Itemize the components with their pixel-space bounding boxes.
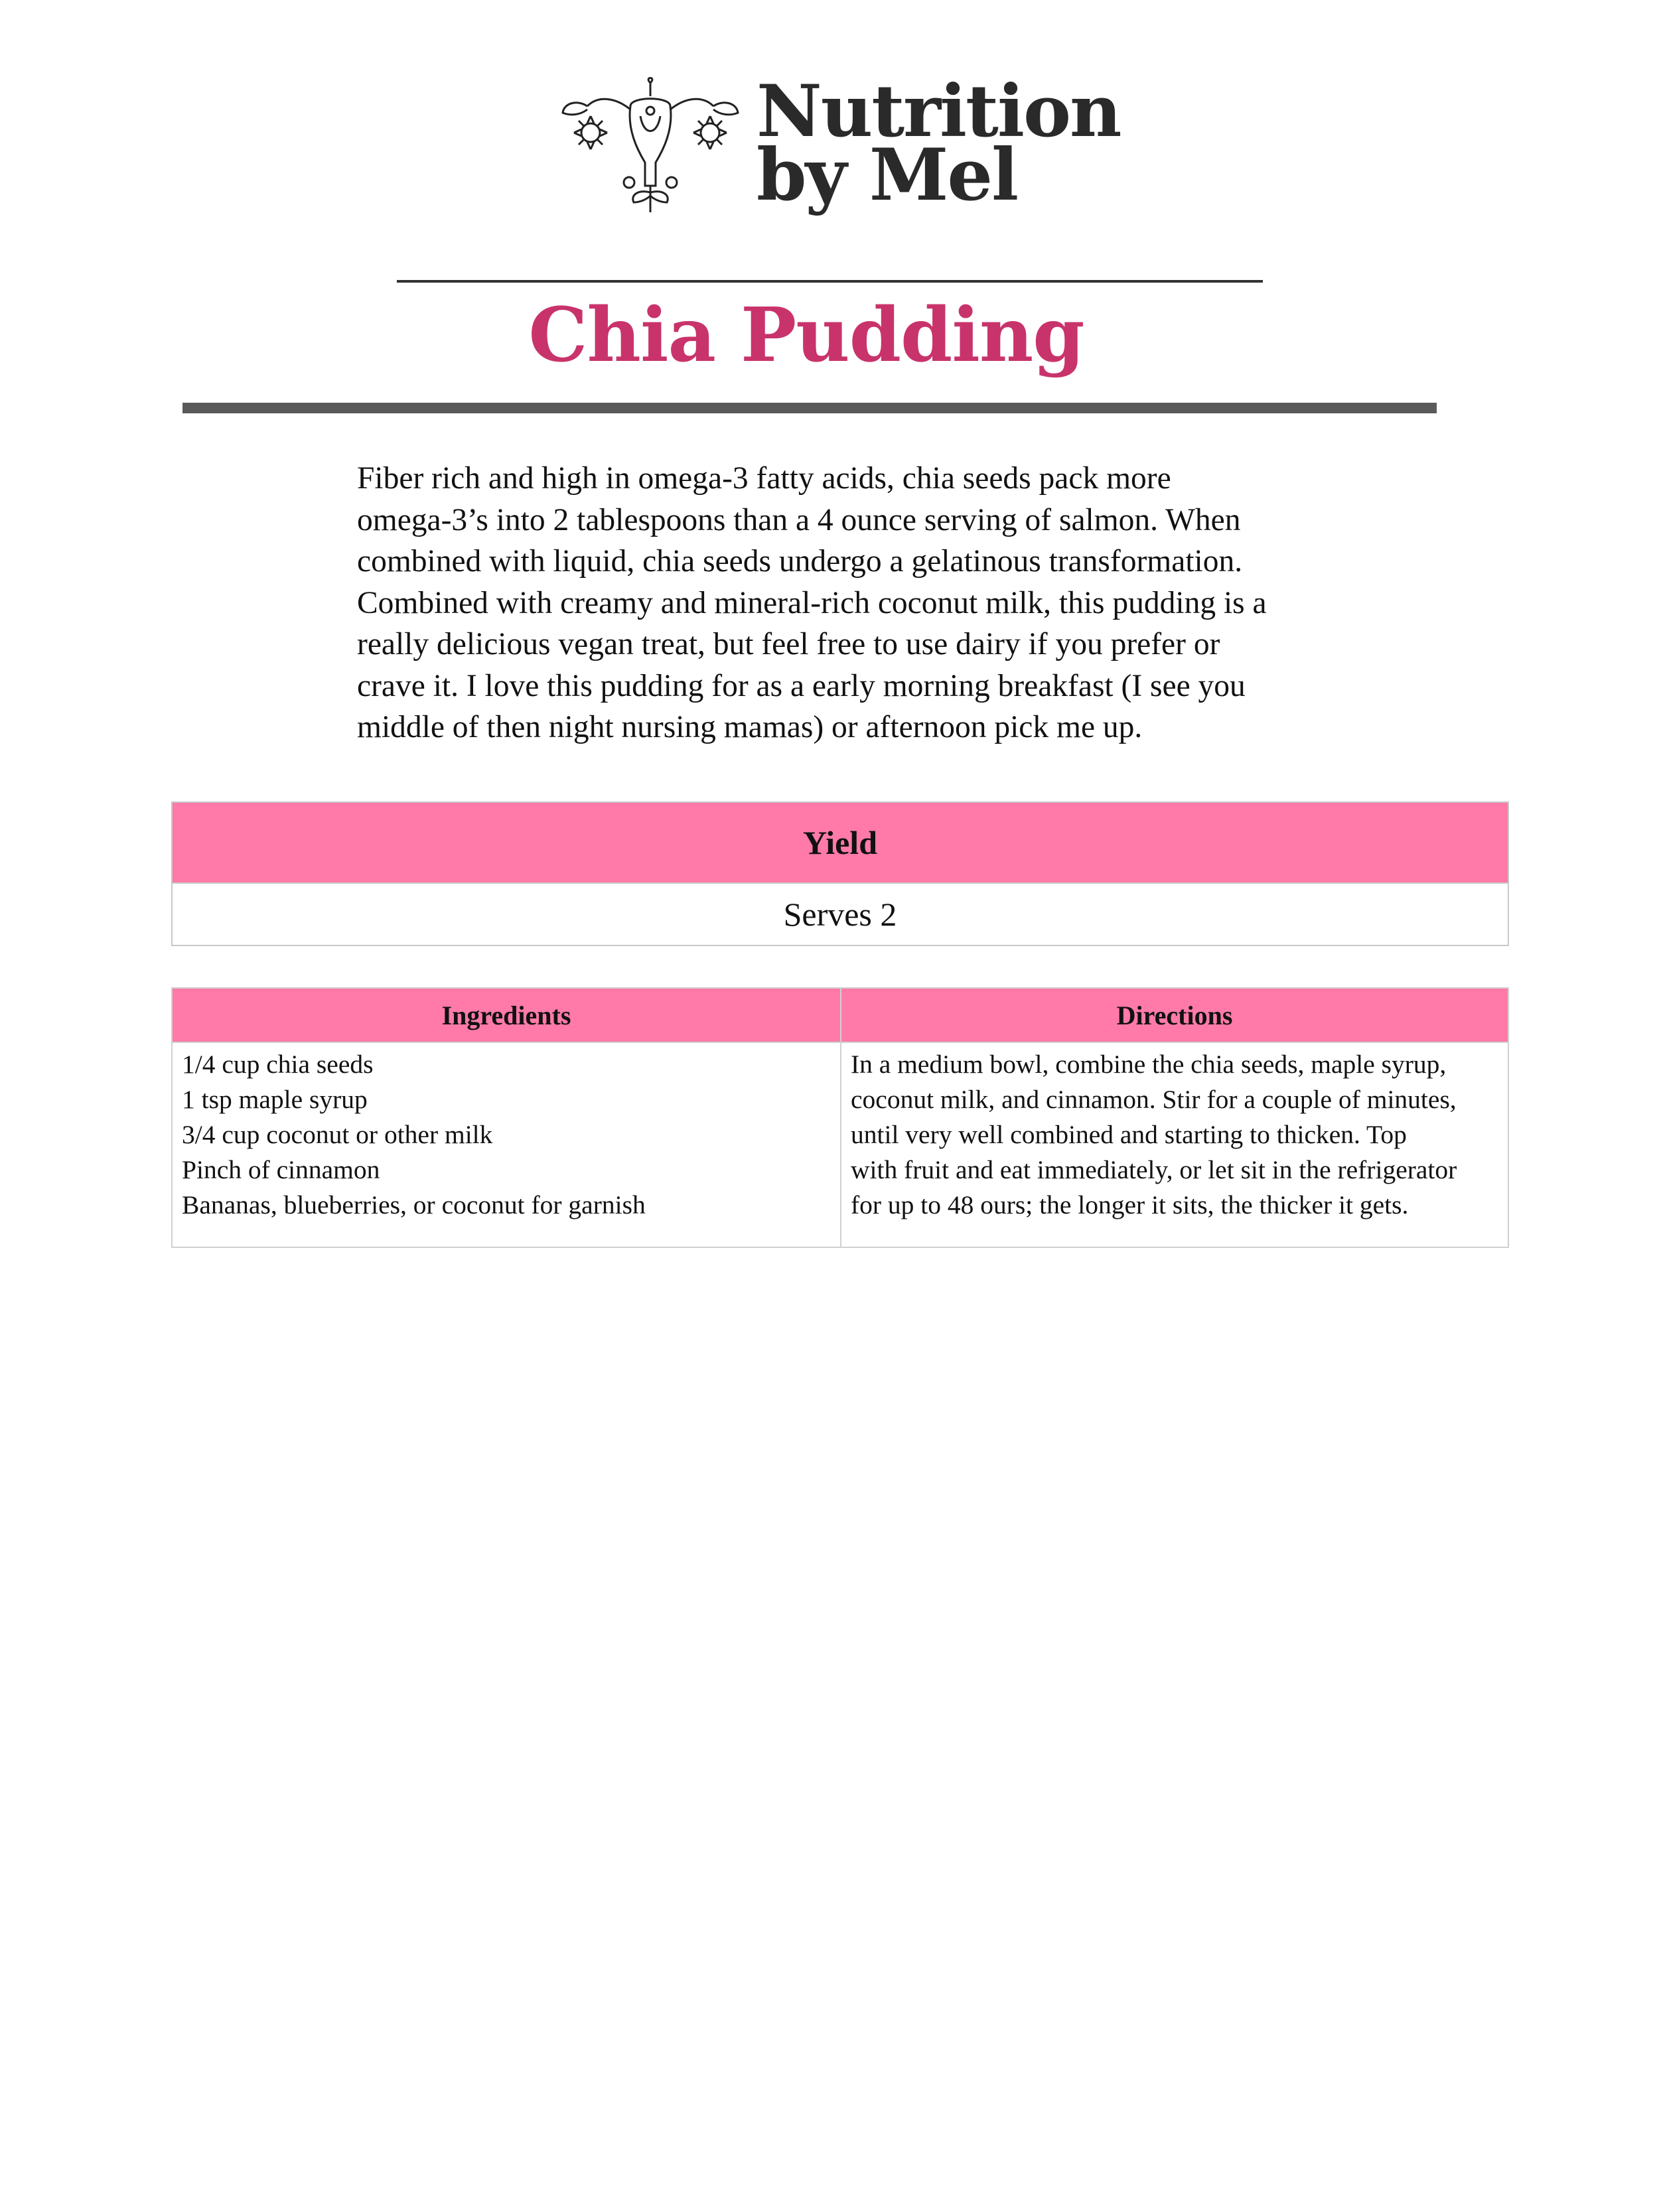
intro-paragraph bbox=[357, 458, 1326, 748]
intro-line: Combined with creamy and mineral-rich coconut milk, this pudding is a bbox=[357, 585, 1267, 620]
uterus-flower-illustration-icon bbox=[551, 70, 750, 222]
ingredients-heading: Ingredients bbox=[173, 989, 840, 1042]
directions-line: for up to 48 ours; the longer it sits, the thicker it gets. bbox=[851, 1190, 1409, 1219]
intro-line: middle of then night nursing mamas) or afternoon pick me up. bbox=[357, 710, 1143, 744]
intro-line: crave it. I love this pudding for as a early morning breakfast (I see you bbox=[357, 668, 1246, 703]
intro-line: really delicious vegan treat, but feel free to use dairy if you prefer or bbox=[357, 627, 1220, 661]
intro-line: omega-3’s into 2 tablespoons than a 4 ounce serving of salmon. When bbox=[357, 502, 1241, 537]
ingredient-item: Bananas, blueberries, or coconut for garnish bbox=[182, 1190, 646, 1219]
ingredients-column bbox=[173, 989, 840, 1247]
recipe-table bbox=[171, 987, 1509, 1248]
yield-value: Serves 2 bbox=[173, 882, 1508, 945]
directions-line: In a medium bowl, combine the chia seeds, maple syrup, bbox=[851, 1050, 1447, 1079]
divider-thin bbox=[397, 280, 1263, 283]
directions-line: coconut milk, and cinnamon. Stir for a couple of minutes, bbox=[851, 1085, 1457, 1114]
ingredient-item: 3/4 cup coconut or other milk bbox=[182, 1120, 493, 1149]
intro-line: Fiber rich and high in omega-3 fatty acids, chia seeds pack more bbox=[357, 461, 1171, 496]
directions-text bbox=[841, 1042, 1508, 1247]
ingredient-item: 1/4 cup chia seeds bbox=[182, 1050, 374, 1079]
brand-line-2: by Mel bbox=[757, 133, 1018, 217]
yield-heading: Yield bbox=[173, 803, 1508, 882]
brand-line-1: Nutrition bbox=[757, 70, 1121, 153]
recipe-title: Chia Pudding bbox=[528, 292, 1084, 379]
brand-name bbox=[757, 70, 1121, 217]
intro-line: combined with liquid, chia seeds undergo a gelatinous transformation. bbox=[357, 544, 1243, 579]
ingredient-item: 1 tsp maple syrup bbox=[182, 1085, 368, 1114]
directions-heading: Directions bbox=[841, 989, 1508, 1042]
directions-line: until very well combined and starting to thicken. Top bbox=[851, 1120, 1407, 1149]
yield-table bbox=[171, 801, 1509, 946]
directions-line: with fruit and eat immediately, or let sit in the refrigerator bbox=[851, 1155, 1457, 1184]
divider-thick bbox=[182, 403, 1437, 413]
directions-column bbox=[840, 989, 1508, 1247]
ingredient-item: Pinch of cinnamon bbox=[182, 1155, 380, 1184]
ingredients-list bbox=[173, 1042, 840, 1247]
